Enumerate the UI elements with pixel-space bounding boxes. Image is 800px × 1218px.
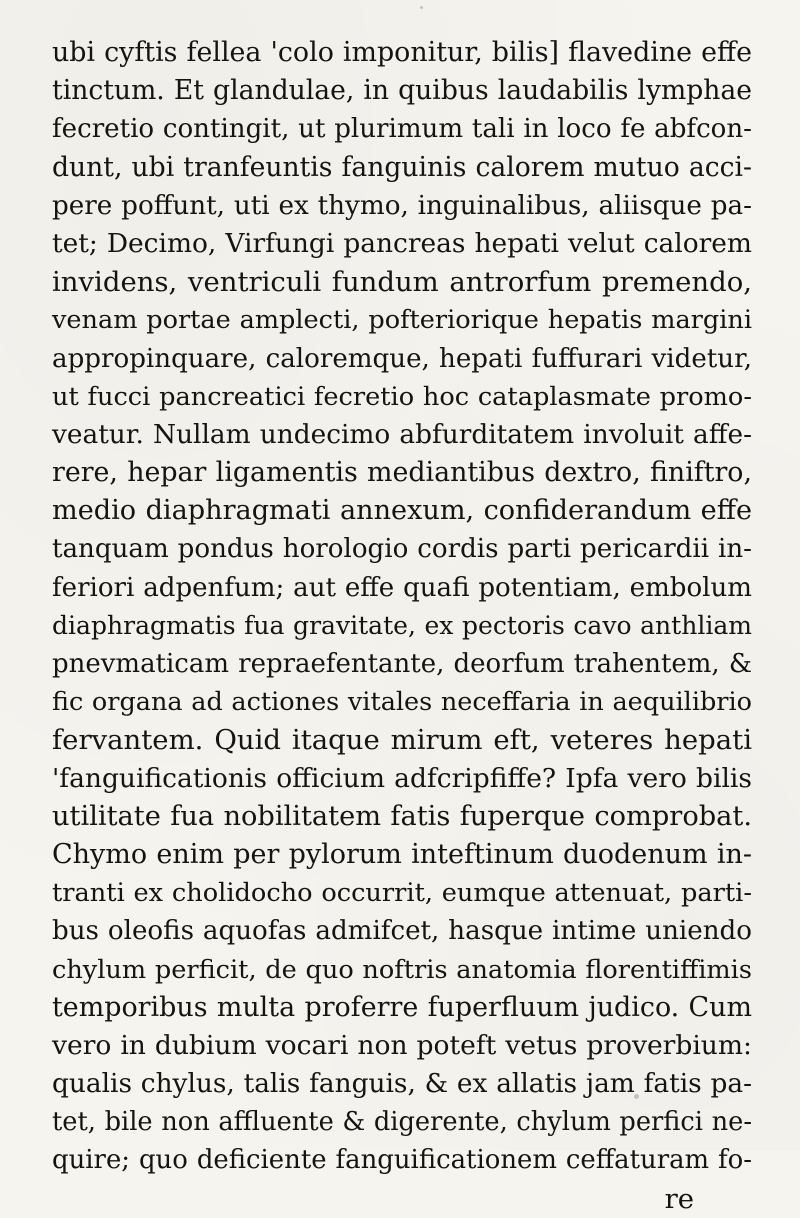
text-line: tranti ex cholidocho occurrit, eumque attenuat, parti- (52, 878, 752, 909)
text-line: pnevmaticam repraefentante, deorfum trahentem, & (52, 649, 752, 679)
text-line: vero in dubium vocari non poteft vetus proverbium: (52, 1029, 752, 1061)
text-line: medio diaphragmati annexum, confiderandum effe (52, 495, 752, 527)
text-line: Chymo enim per pylorum inteftinum duodenum in- (52, 838, 752, 870)
text-line: 'fanguificationis officium adfcripfiffe? Ipfa vero bilis (52, 762, 752, 794)
text-line: dunt, ubi tranfeuntis fanguinis calorem mutuo acci- (52, 151, 752, 183)
text-line: fervantem. Quid itaque mirum eft, veteres hepati (52, 724, 752, 757)
text-line: temporibus multa proferre fuperfluum judico. Cum (52, 991, 752, 1023)
text-line: diaphragmatis fua gravitate, ex pectoris cavo anthliam (52, 610, 752, 640)
text-line: pere poffunt, uti ex thymo, inguinalibus, aliisque pa- (52, 190, 752, 221)
scan-speck (420, 6, 423, 9)
text-line: invidens, ventriculi fundum antrorfum premendo, (52, 266, 752, 299)
text-line: tanquam pondus horologio cordis parti pericardii in- (52, 534, 752, 565)
body-text (52, 34, 752, 1218)
text-line: tinctum. Et glandulae, in quibus laudabilis lymphae (52, 75, 752, 107)
text-line: appropinquare, caloremque, hepati fuffurari videtur, (52, 343, 752, 374)
text-line: venam portae amplecti, pofteriorique hepatis margini (52, 305, 752, 336)
text-line: chylum perficit, de quo noftris anatomia florentiffimis (52, 954, 752, 985)
text-line: qualis chylus, talis fanguis, & ex allatis jam fatis pa- (52, 1069, 752, 1100)
text-line: utilitate fua nobilitatem fatis fuperque comprobat. (52, 800, 752, 832)
catchword: re (664, 1182, 694, 1215)
text-line: fecretio contingit, ut plurimum tali in loco fe abfcon- (52, 114, 752, 145)
text-line: ubi cyftis fellea 'colo imponitur, bilis] flavedine effe (52, 37, 752, 68)
text-line: quire; quo deficiente fanguificationem ceffaturam fo- (52, 1145, 752, 1176)
text-line: tet, bile non affluente & digerente, chylum perfici ne- (52, 1107, 752, 1138)
text-line: ut fucci pancreatici fecretio hoc cataplasmate promo- (52, 381, 752, 412)
text-line: bus oleofis aquofas admifcet, hasque intime uniendo (52, 916, 752, 947)
text-line: tet; Decimo, Virfungi pancreas hepati velut calorem (52, 227, 752, 259)
text-line: rere, hepar ligamentis mediantibus dextro, finiftro, (52, 457, 752, 489)
text-line: feriori adpenfum; aut effe quafi potentiam, embolum (52, 572, 752, 603)
text-line: veatur. Nullam undecimo abfurditatem involuit affe- (52, 419, 752, 450)
text-line: fic organa ad actiones vitales neceffaria in aequilibrio (52, 687, 752, 718)
